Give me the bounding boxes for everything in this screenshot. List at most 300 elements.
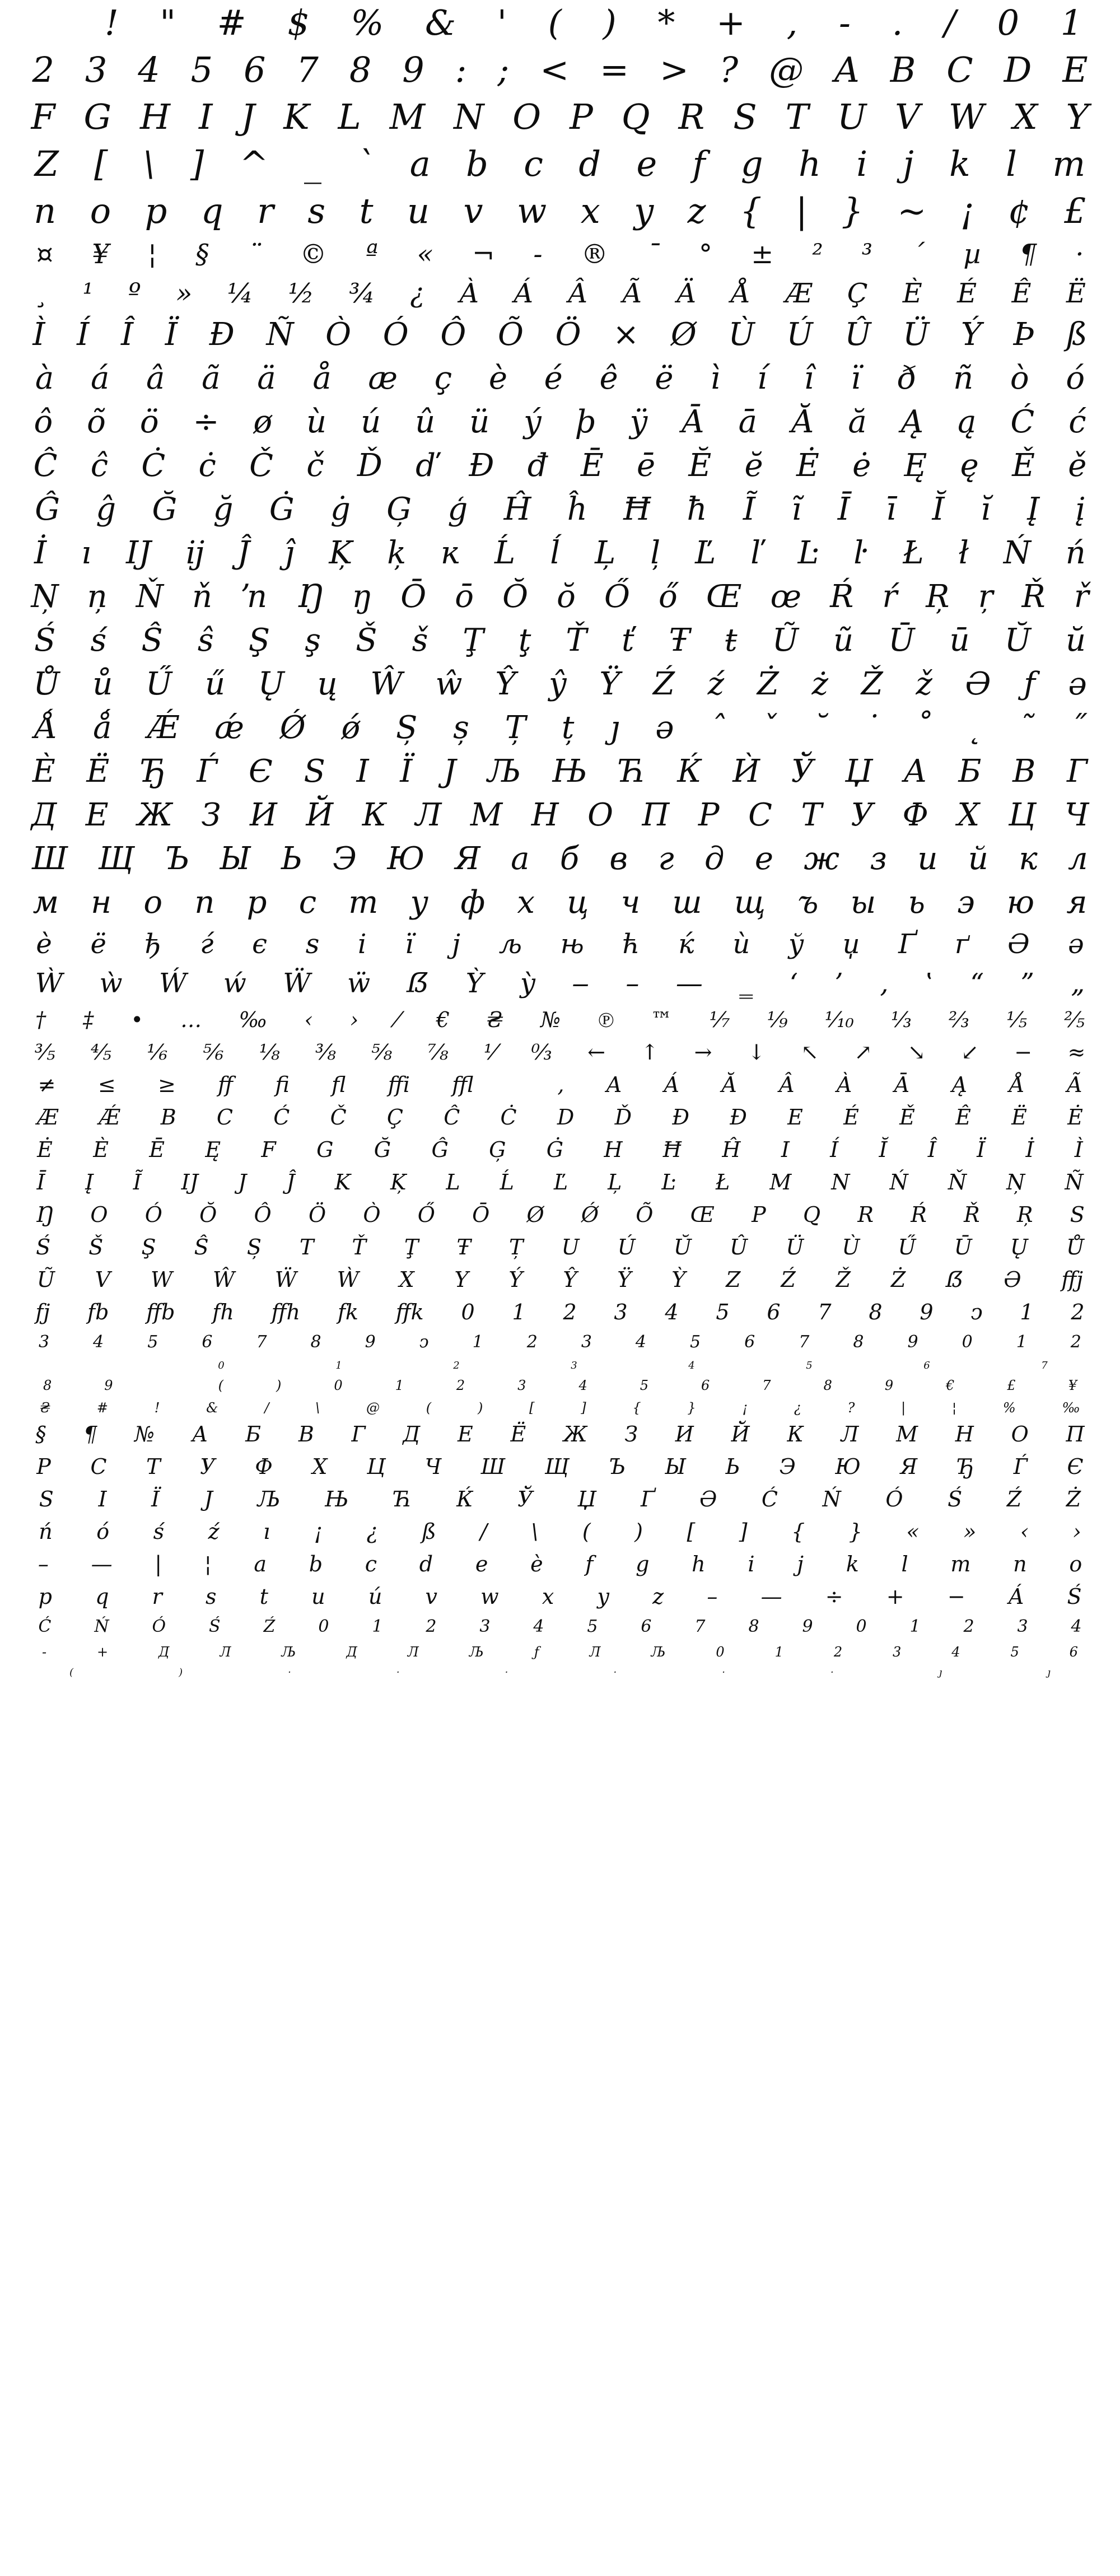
glyph-cell: 2 [453,1360,460,1371]
glyph-cell: ē [636,447,656,484]
glyph-cell: # [96,1400,108,1416]
glyph-cell: ĳ [185,535,203,571]
glyph-cell: u [407,190,430,231]
glyph-cell: 6 [244,49,266,90]
glyph-cell: Ň [948,1170,967,1194]
glyph-cell: ė [852,447,871,484]
glyph-cell: S [733,96,757,137]
glyph-cell: о [143,884,163,921]
glyph-cell: Ù [728,316,755,353]
glyph-cell: q [95,1584,109,1609]
glyph-cell: Ј [204,1487,213,1511]
glyph-cell: Š [356,622,377,659]
glyph-cell: € [946,1378,955,1393]
glyph-cell: O [90,1202,108,1227]
glyph-cell: Ň [136,578,164,615]
glyph-cell: ˛ [967,710,983,746]
glyph-cell: R [678,96,705,137]
glyph-cell: ] [581,1400,586,1416]
glyph-cell: Á [514,278,533,309]
glyph-cell: Î [120,316,134,353]
glyph-cell: ú [361,404,381,440]
glyph-cell: k [846,1552,859,1576]
glyph-cell: “ [970,968,984,999]
glyph-cell: 0 [318,1617,329,1636]
glyph-cell: ĥ [567,491,587,528]
glyph-cell: м [32,884,59,921]
glyph-cell: Ъ [164,841,190,877]
glyph-cell: 6 [641,1617,652,1636]
glyph-row [17,1172,1103,1204]
glyph-cell: ã [202,360,221,396]
glyph-cell: + [96,1644,109,1660]
glyph-cell: ÷ [825,1584,843,1609]
glyph-cell: { [791,1519,805,1544]
glyph-cell: ó [96,1519,110,1544]
glyph-cell: f [692,143,706,184]
glyph-cell: 4 [93,1332,104,1352]
glyph-cell: | [901,1400,906,1416]
glyph-cell: ↄ [419,1332,429,1352]
glyph-cell: ' [497,2,507,43]
glyph-cell: Ğ [152,491,178,528]
glyph-cell: 2 [1071,1300,1085,1324]
glyph-cell: Ǻ [34,710,58,746]
glyph-cell: P [570,96,593,137]
glyph-cell: U [561,1235,580,1259]
glyph-cell: b [466,143,488,184]
glyph-cell: Ń [94,1617,109,1636]
glyph-cell: Đ [469,447,494,484]
glyph-cell: ¿ [410,278,424,309]
glyph-row [17,280,1103,319]
glyph-cell: Ā [894,1072,910,1097]
glyph-cell: п [194,884,215,921]
glyph-cell: ű [204,666,226,702]
glyph-cell: £ [1064,190,1086,231]
glyph-cell: ⅝ [371,1040,393,1065]
glyph-cell: 1 [395,1378,404,1393]
glyph-cell: ß [1066,316,1088,353]
glyph-cell: [ [529,1400,535,1416]
glyph-cell: ẃ [223,968,246,999]
glyph-row [17,316,1103,363]
glyph-cell: W [151,1267,173,1292]
glyph-cell: И [250,797,277,833]
glyph-row [17,1107,1103,1139]
glyph-cell: Ó [382,316,409,353]
glyph-cell: Ș [395,710,418,746]
glyph-row [17,622,1103,669]
glyph-cell: ø [253,404,273,440]
glyph-cell: w [480,1584,499,1609]
glyph-cell: R [857,1202,874,1227]
glyph-cell: Р [698,797,720,833]
glyph-cell: º [128,278,141,309]
glyph-cell: Ǿ [279,710,306,746]
glyph-cell: Š [88,1235,104,1259]
glyph-cell: Л [220,1644,231,1660]
glyph-cell: У [851,797,874,833]
glyph-cell: О [1011,1422,1029,1446]
glyph-cell: Ê [1011,278,1032,309]
glyph-cell: Ò [325,316,352,353]
glyph-cell: ђ [144,928,162,960]
glyph-cell: н [91,884,112,921]
glyph-cell: Ġ [546,1137,564,1162]
glyph-cell: ¦ [952,1400,957,1416]
glyph-cell: Æ [785,278,813,309]
glyph-cell: ⅒ [824,1007,854,1032]
glyph-cell: Ś [948,1487,963,1511]
glyph-cell: Ņ [31,578,59,615]
glyph-cell: 1 [1060,2,1083,43]
glyph-cell: ↓ [747,1040,766,1065]
glyph-cell: ĝ [96,491,116,528]
glyph-cell: њ [560,928,584,960]
glyph-cell: Ì [32,316,45,353]
glyph-cell: 8 [349,49,372,90]
glyph-cell: } [687,1400,696,1416]
glyph-cell: ţ [518,622,531,659]
glyph-cell: Ć [273,1105,290,1130]
glyph-cell: × [613,316,640,353]
glyph-cell: Ǽ [147,710,179,746]
glyph-cell: € [436,1007,450,1032]
glyph-cell: ш [672,884,702,921]
glyph-cell: đ [527,447,548,484]
glyph-row [17,96,1103,147]
glyph-cell: Ż [757,666,779,702]
glyph-cell: « [906,1519,920,1544]
glyph-cell: Љ [651,1644,666,1660]
glyph-cell: Å [1009,1072,1025,1097]
glyph-row [17,666,1103,712]
glyph-cell: j [903,143,914,184]
glyph-cell: Ċ [141,447,166,484]
glyph-cell: ũ [833,622,854,659]
glyph-cell: ¥ [1068,1378,1077,1393]
glyph-cell: Ŗ [1016,1202,1033,1227]
glyph-cell: Ǿ [581,1202,599,1227]
glyph-cell: х [517,884,535,921]
glyph-cell: э [957,884,975,921]
glyph-cell: Й [731,1422,750,1446]
glyph-cell: fl [332,1072,346,1097]
glyph-cell: ˜ [1018,710,1034,746]
glyph-cell: [ [687,1519,696,1544]
glyph-cell: Ŀ [797,535,819,571]
glyph-cell: 7 [799,1332,810,1352]
glyph-cell: ž [916,666,932,702]
glyph-cell: ẞ [407,968,430,999]
glyph-cell: ] [739,1519,748,1544]
glyph-cell: fj [35,1300,50,1324]
glyph-cell: · [1075,239,1084,270]
glyph-cell: ffj [1061,1267,1084,1292]
glyph-cell: ĕ [744,447,763,484]
glyph-cell: ĉ [90,447,109,484]
glyph-cell: Â [779,1072,795,1097]
glyph-cell: ( [426,1400,432,1416]
glyph-row [17,1269,1103,1301]
glyph-cell: 5 [806,1360,813,1371]
glyph-cell: o [1069,1552,1082,1576]
glyph-cell: 3 [39,1332,50,1352]
glyph-cell: ‘ [789,968,798,999]
glyph-cell: 4 [688,1360,695,1371]
glyph-cell: ’ [834,968,843,999]
glyph-cell: Џ [577,1487,596,1511]
glyph-cell: ǿ [341,710,361,746]
glyph-cell: Ũ [36,1267,55,1292]
glyph-cell: ‰ [1062,1400,1080,1416]
glyph-cell: 9 [402,49,424,90]
glyph-cell: Ÿ [599,666,620,702]
glyph-cell: П [642,797,670,833]
glyph-cell: 2 [963,1617,974,1636]
glyph-cell: ˙ [864,710,880,746]
glyph-cell: ¥ [92,239,109,270]
glyph-cell: Ш [480,1454,506,1479]
glyph-cell: → [694,1040,712,1065]
glyph-cell: / [480,1519,488,1544]
glyph-cell: à [35,360,54,396]
glyph-cell: Ц [1008,797,1036,833]
glyph-cell: Ŭ [1004,622,1031,659]
glyph-cell: ‒ [572,968,589,999]
glyph-cell: S [1070,1202,1085,1227]
glyph-cell: A [606,1072,622,1097]
glyph-cell: ˝ [1070,710,1086,746]
glyph-cell: 1 [1020,1300,1034,1324]
glyph-cell: ô [34,404,53,440]
glyph-row [17,843,1103,887]
glyph-cell: Á [1008,1584,1024,1609]
glyph-cell: Ė [1067,1105,1083,1130]
glyph-row [17,491,1103,538]
glyph-cell: š [412,622,428,659]
glyph-cell: Ű [898,1235,916,1259]
glyph-cell: ə [655,710,674,746]
glyph-cell: І [98,1487,107,1511]
glyph-cell: Ц [367,1454,386,1479]
glyph-cell: Ĵ [286,1170,295,1194]
glyph-cell: Û [844,316,871,353]
glyph-row [17,1009,1103,1042]
glyph-cell: Ỳ [465,968,484,999]
glyph-cell: Ю [387,841,425,877]
glyph-cell: · [505,1667,508,1678]
glyph-cell: Ŀ [661,1170,676,1194]
glyph-cell: ċ [198,447,216,484]
glyph-cell: Е [458,1422,473,1446]
glyph-cell: ś [90,622,107,659]
glyph-cell: Y [1066,96,1089,137]
glyph-cell: Ǽ [99,1105,120,1130]
glyph-cell: ћ [622,928,640,960]
glyph-cell: y [634,190,654,231]
glyph-cell: Ŷ [495,666,516,702]
glyph-cell: ć [1068,404,1086,440]
glyph-cell: ≤ [97,1072,116,1097]
glyph-cell: Ž [861,666,883,702]
glyph-cell: Ț [509,1235,524,1259]
glyph-cell: ŕ [882,578,898,615]
glyph-cell: Ź [1006,1487,1022,1511]
glyph-cell: 9 [365,1332,376,1352]
glyph-cell: ‹ [304,1007,313,1032]
glyph-cell: Ŧ [456,1235,471,1259]
glyph-cell: ) [634,1519,643,1544]
glyph-cell: - [839,2,851,43]
glyph-row [17,1521,1103,1553]
glyph-cell: n [1013,1552,1027,1576]
glyph-cell: с [298,884,317,921]
glyph-cell: Ă [791,404,814,440]
glyph-cell: 8 [853,1332,864,1352]
glyph-cell: p [144,190,167,231]
glyph-cell: Ы [220,841,251,877]
glyph-cell: ª [365,239,379,270]
glyph-cell: Љ [257,1487,281,1511]
glyph-cell: − [1014,1040,1033,1065]
glyph-cell: Л [415,797,442,833]
glyph-cell: ê [599,360,618,396]
glyph-cell: ș [453,710,469,746]
glyph-cell: ı [263,1519,270,1544]
glyph-cell: Х [957,797,980,833]
glyph-cell: X [399,1267,414,1292]
glyph-cell: ! [154,1400,160,1416]
glyph-cell: „ [1071,968,1085,999]
glyph-cell: ŏ [557,578,576,615]
glyph-cell: Í [77,316,90,353]
glyph-cell: 4 [1071,1617,1082,1636]
glyph-cell: Z [726,1267,741,1292]
glyph-cell: Ĳ [181,1170,199,1194]
glyph-cell: ẅ [347,968,371,999]
glyph-cell: Ń [822,1487,841,1511]
glyph-cell: D [1004,49,1032,90]
glyph-cell: ә [1068,928,1084,960]
glyph-cell: ï [851,360,861,396]
glyph-cell: Ë [1011,1105,1027,1130]
glyph-cell: l [901,1552,908,1576]
glyph-cell: Ĺ [494,535,516,571]
glyph-row [17,241,1103,280]
glyph-cell: ) [179,1667,183,1678]
glyph-cell: Е [85,797,109,833]
glyph-cell: Д [158,1644,170,1660]
glyph-cell: Ç [386,1105,403,1130]
glyph-cell: / [944,2,956,43]
glyph-cell: Ĝ [431,1137,449,1162]
glyph-cell: ↙ [960,1040,979,1065]
glyph-cell: } [848,1519,862,1544]
glyph-cell: Ѓ [1013,1454,1028,1479]
glyph-cell: < [540,49,570,90]
glyph-cell: ŀ [853,535,869,571]
glyph-cell: ½ [288,278,315,309]
glyph-cell: } [841,190,864,231]
glyph-cell: ) [603,2,617,43]
glyph-cell: - [533,239,543,270]
glyph-cell: Ў [791,753,814,790]
glyph-cell: Á [664,1072,679,1097]
glyph-cell: m [1052,143,1086,184]
glyph-cell: ¹ [82,278,94,309]
glyph-cell: 0 [962,1332,973,1352]
glyph-cell: ĸ [441,535,460,571]
glyph-cell: u [311,1584,325,1609]
glyph-cell: 3 [581,1332,592,1352]
glyph-cell: ȷ [610,710,620,746]
glyph-cell: ¦ [147,239,157,270]
glyph-cell: ę [960,447,979,484]
glyph-cell: 5 [147,1332,158,1352]
glyph-cell: Ŋ [35,1202,54,1227]
glyph-cell: ù [306,404,327,440]
glyph-cell: Г [1066,753,1088,790]
glyph-cell: į [1075,491,1085,528]
glyph-cell: ǻ [93,710,112,746]
glyph-cell: 4 [578,1378,587,1393]
glyph-cell: L [338,96,361,137]
glyph-cell: Ё [86,753,110,790]
glyph-cell: Þ [1013,316,1035,353]
glyph-cell: í [757,360,767,396]
glyph-cell: Ћ [393,1487,412,1511]
glyph-row [17,1361,1103,1379]
glyph-cell: Ð [730,1105,747,1130]
glyph-cell: Ś [36,1235,51,1259]
glyph-cell: ≈ [1067,1040,1086,1065]
glyph-cell: Щ [544,1454,570,1479]
glyph-cell: ĭ [981,491,991,528]
glyph-cell: s [205,1584,217,1609]
glyph-cell: Ľ [553,1170,568,1194]
glyph-cell: Ě [899,1105,915,1130]
glyph-cell: | [155,1552,162,1576]
glyph-cell: 2 [1070,1332,1081,1352]
glyph-cell: 9 [802,1617,813,1636]
glyph-cell: ; [497,49,510,90]
glyph-cell: 3 [893,1644,902,1660]
glyph-cell: Д [403,1422,421,1446]
glyph-cell: Ç [847,278,868,309]
glyph-cell: М [470,797,503,833]
glyph-cell: ¾ [349,278,375,309]
glyph-cell: Ø [670,316,697,353]
glyph-cell: Ć [761,1487,778,1511]
glyph-cell: л [1068,841,1088,877]
glyph-cell: Ź [653,666,675,702]
glyph-cell: . [892,2,903,43]
glyph-cell: Ļ [595,535,616,571]
glyph-cell: ¦ [204,1552,212,1576]
glyph-cell: Ъ [608,1454,626,1479]
glyph-cell: ŉ [241,578,268,615]
glyph-cell: e [636,143,657,184]
glyph-cell: Ã [622,278,642,309]
glyph-cell: Т [801,797,822,833]
glyph-cell: Ђ [140,753,166,790]
glyph-cell: t [359,190,374,231]
glyph-cell: Ә [699,1487,717,1511]
glyph-cell: & [424,2,456,43]
glyph-cell: ý [524,404,542,440]
